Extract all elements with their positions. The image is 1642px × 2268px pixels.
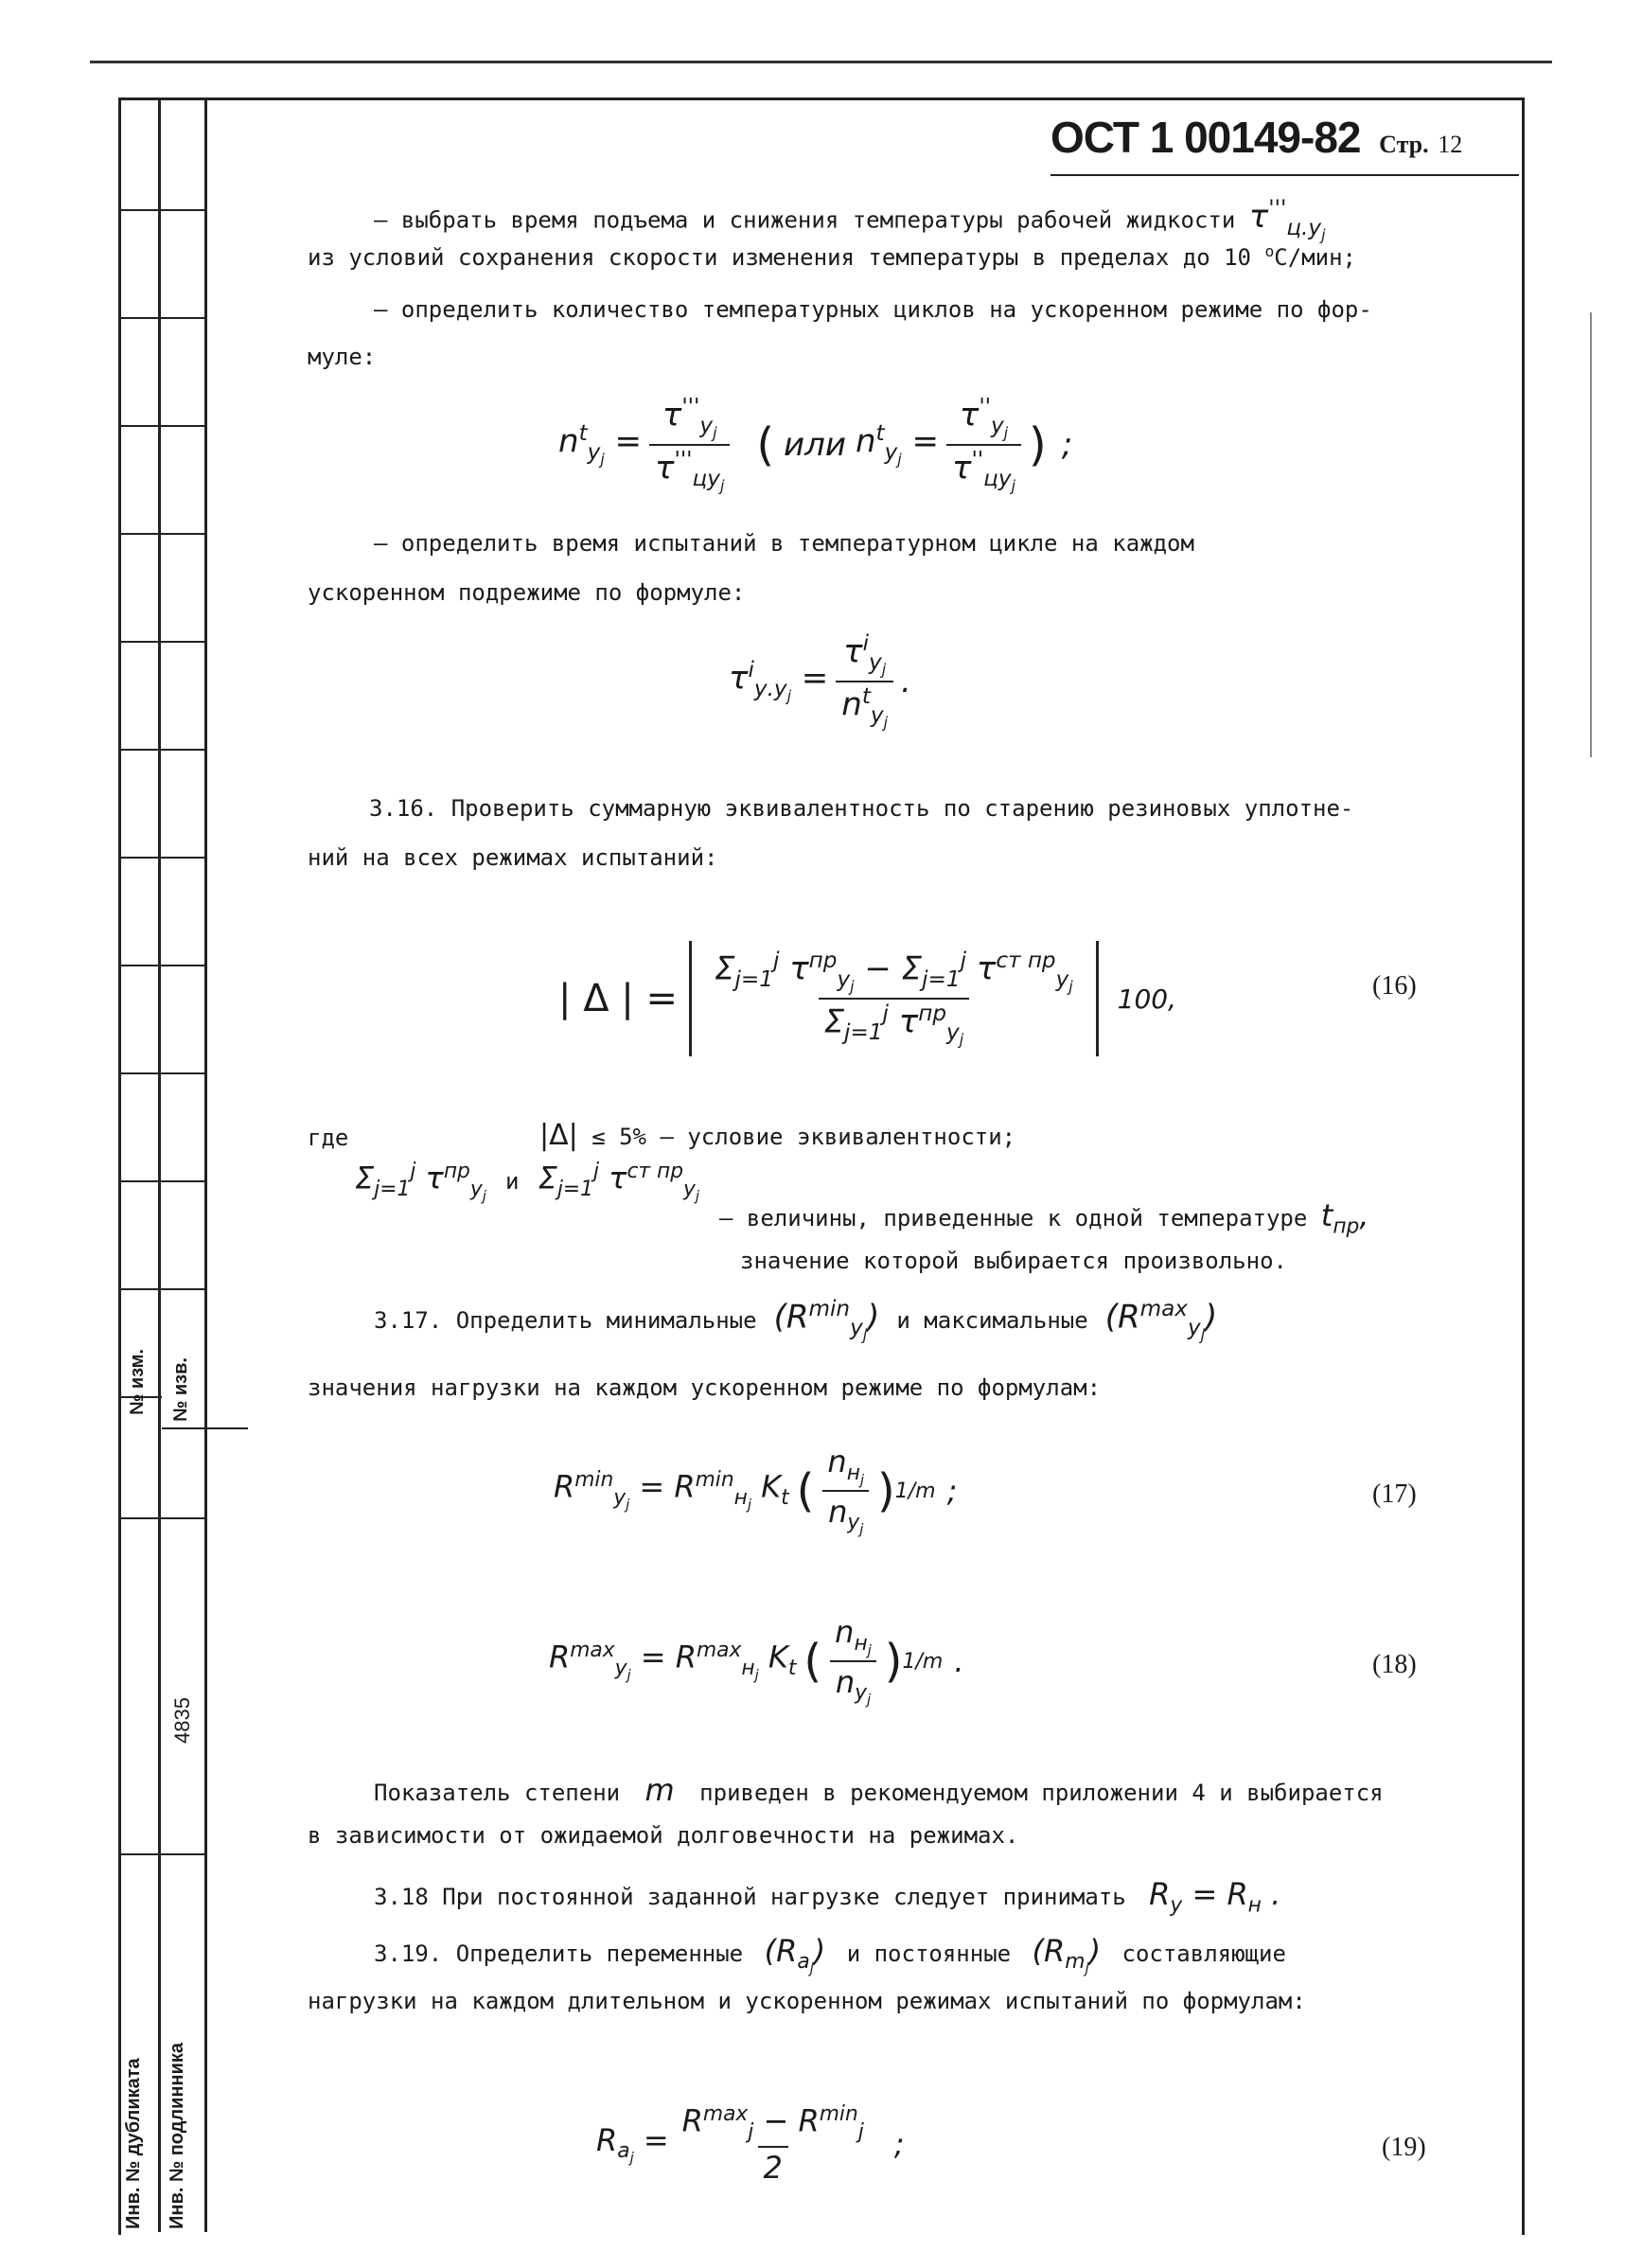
paragraph-1-line-2: из условий сохранения скорости изменения температуры в пределах до 10 $^o$С/мин; [308,242,1356,271]
margin-izm-label: № изм. [127,1349,148,1415]
duplicate-number: 4835 [170,1697,194,1744]
top-rule [90,61,1552,63]
page-label: Стр. [1379,131,1429,158]
margin-grid [118,97,204,2237]
formula-18-number: (18) [1372,1650,1417,1679]
header-underline [1051,174,1519,176]
formula-16-number: (16) [1372,971,1417,1001]
formula-19: $R_{a_j}$ = $\frac{R^{max}_j - R^{min}_j}{2}$ ; [596,2101,905,2187]
paragraph-1-line-1: – выбрать время подъема и снижения температуры рабочей жидкости $\tau'''_{ц.у_j}$ [374,197,1326,244]
formula-time: $\tau^i_{у.у_j}$ = $\frac{\tau^i_{у_j}}{n^t_{у_j}}$ . [729,631,911,732]
formula-ili: или [784,426,846,464]
section-3-19-line-2: нагрузки на каждом длительном и ускоренном режимах испытаний по формулам: [308,1988,1306,2014]
standard-number: ОСТ 1 00149-82 [1051,113,1361,162]
equivalence-condition: |Δ| ≤ 5% – условие эквивалентности; [539,1119,1016,1152]
page-number: 12 [1438,131,1463,158]
section-3-17-line-2: значения нагрузки на каждом ускоренном режиме по формулам: [308,1374,1102,1401]
section-3-16-line-1: 3.16. Проверить суммарную эквивалентность по старению резиновых уплотне- [369,795,1354,822]
sums-expression: $\Sigma_{j=1}^j$ $\tau^{пр}_{у_j}$ и $\Sigma_{j=1}^j$ $\tau^{ст пр}_{у_j}$ [355,1160,699,1205]
section-3-19-line-1: 3.19. Определить переменные $(R_{a_j})$ и постоянные $(R_{m_j})$ составляющие [374,1933,1286,1977]
paragraph-2-line-1: – определить количество температурных циклов на ускоренном режиме по фор- [374,296,1372,323]
section-3-17-line-1: 3.17. Определить минимальные $(R^{min}_{у_j})$ и максимальные $(R^{max}_{у_j})$ [374,1297,1218,1344]
formula-cycles: $n^t_{у_j}$ = $\frac{\tau'''_{у_j}}{\tau'''_{цу_j}}$ ( или $n^t_{у_j}$ = $\frac{\tau''_{у_j}}{\tau''_{цу_j}}$ ) ; [558,395,1073,495]
margin-inv-podl-label: Инв. № подлинника [167,2042,187,2229]
formula-17-number: (17) [1372,1480,1417,1509]
paragraph-3-line-1: – определить время испытаний в температурном цикле на каждом [374,530,1194,557]
page-header [1051,112,1462,163]
formula-16-factor: 100, [1117,983,1177,1015]
formula-19-number: (19) [1382,2133,1426,2162]
formula-17: $R^{min}_{у_j} = R^{min}_{н_j}$ $K_t$ ( $\frac{n_{н_j}}{n_{у_j}}$ ) 1/m ; [554,1444,958,1538]
margin-izv-label: № изв. [170,1357,191,1422]
exponent-paragraph-line-2: в зависимости от ожидаемой долговечности на режимах. [308,1822,1019,1849]
quantities-line-2: значение которой выбирается произвольно. [740,1248,1287,1274]
where-label: где [308,1125,349,1151]
section-3-16-line-2: ний на всех режимах испытаний: [308,844,718,871]
quantities-line-1: – величины, приведенные к одной температуре $t_{пр}$, [719,1197,1369,1239]
section-3-18: 3.18 При постоянной заданной нагрузке следует принимать $R_у = R_н$ . [374,1876,1281,1918]
formula-16: | Δ | = $\frac{\Sigma_{j=1}^j \tau^{пр}_{у_j} - \Sigma_{j=1}^j \tau^{ст пр}_{у_j}}{\Sigma_{j=1}^j \tau^{пр}_{у_j}}$ 100, [558,904,1176,1093]
paragraph-3-line-2: ускоренном подрежиме по формуле: [308,579,746,606]
margin-inv-dub-label: Инв. № дубликата [123,2058,144,2229]
paragraph-2-line-2: муле: [308,344,377,370]
exponent-paragraph-line-1: Показатель степени m приведен в рекомендуемом приложении 4 и выбирается [374,1772,1384,1808]
formula-18: $R^{max}_{у_j} = R^{max}_{н_j}$ $K_t$ ( $\frac{n_{н_j}}{n_{у_j}}$ ) 1/m . [549,1614,964,1709]
right-edge-line [1590,312,1592,757]
